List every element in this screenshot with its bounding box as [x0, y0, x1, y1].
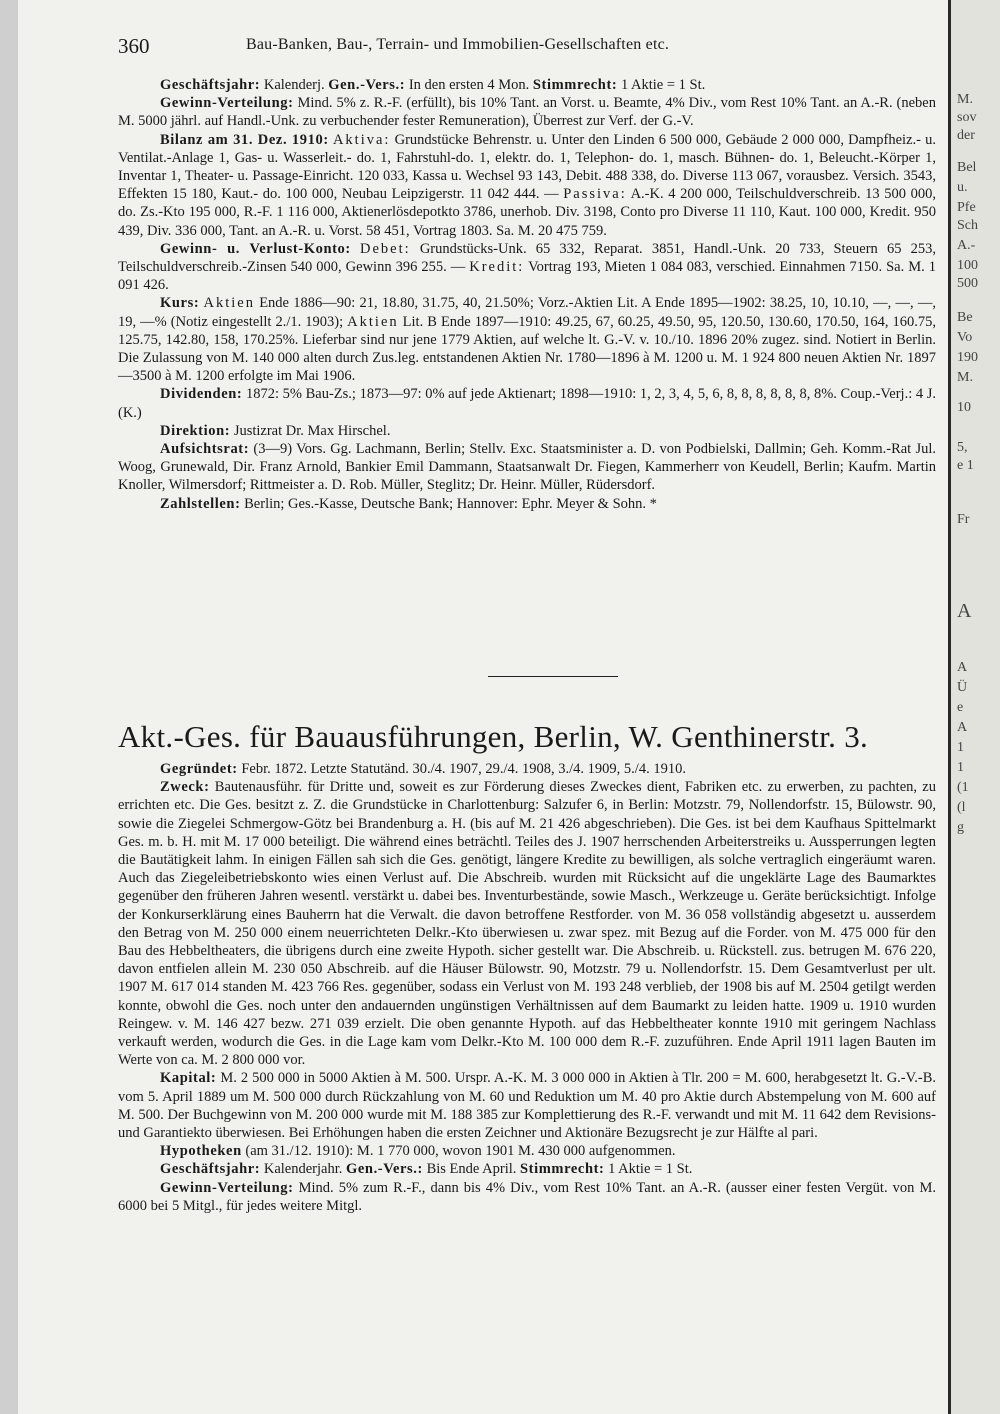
edge-fragment: A	[957, 660, 968, 675]
label-stimmrecht-2: Stimmrecht:	[520, 1161, 605, 1178]
paragraph-direction	[118, 422, 936, 440]
edge-fragment: 500	[957, 276, 978, 291]
edge-fragment: Sch	[957, 218, 978, 233]
edge-fragment: der	[957, 128, 975, 143]
edge-fragment: 5,	[957, 440, 968, 455]
text-kurs-b: Lit. B Ende 1897—1910: 49.25, 67, 60.25, 49.50, 95, 120.50, 130.60, 170.50, 164, 160.75, 125.75, 142.80, 158, 170.25%. Lieferbar sind nur jene 1779 Aktien, auf welche lt. G.-V. v. 10./10. 1896 20% zugez. sind. Notiert in Berlin. Die Zulassung von M. 140 000 alten durch Zus.leg. entstandenen Aktien Nr. 1780—1896 à M. 1200 u. M. 1 924 800 neuen Aktien Nr. 1897—3500 à M. 1200 erfolgte im Mai 1906.	[118, 313, 936, 385]
edge-fragment: Fr	[957, 512, 970, 527]
company-title: Akt.-Ges. für Bauausführungen, Berlin, W. Genthinerstr. 3.	[118, 719, 869, 754]
page-number: 360	[118, 34, 150, 58]
company-entry-bauausfuehrungen	[118, 760, 936, 1215]
text-kurs-a: Ende 1886—90: 21, 18.80, 31.75, 40, 21.50%; Vorz.-Aktien Lit. A Ende 1895—1902: 38.25, 10, 10.10, —, —, —, 19, —% (Notiz eingestellt 2./1. 1903);	[118, 295, 937, 330]
adjacent-page-edge	[948, 0, 1000, 1414]
label-geschaeftsjahr: Geschäftsjahr:	[160, 77, 261, 93]
label-geschaeftsjahr-2: Geschäftsjahr:	[160, 1161, 261, 1178]
text-debet: Grundstücks-Unk. 65 332, Reparat. 3851, Handl.-Unk. 20 733, Steuern 65 253, Teilschuldverschreib.-Zinsen 540 000, Gewinn 396 255. —	[118, 240, 936, 276]
paragraph-profit-distribution-2	[118, 1179, 936, 1215]
paragraph-supervisory-board	[118, 440, 936, 495]
edge-fragment: Ü	[957, 680, 968, 695]
label-gen-vers-2: Gen.-Vers.:	[345, 1161, 423, 1178]
company-entry-previous	[118, 76, 936, 513]
label-direktion: Direktion:	[160, 422, 231, 439]
text-gewinn-verteilung: Mind. 5% z. R.-F. (erfüllt), bis 10% Tant. an Vorst. u. Beamte, 4% Div., vom Rest 10% Tant. an A.-R. (neben M. 5000 jährl. auf Handl.-Unk. zu verbuchender fester Remuneration), Überrest zur Verf. der G.-V.	[118, 95, 936, 130]
label-stimmrecht: Stimmrecht:	[532, 77, 618, 93]
text-stimmrecht: 1 Aktie = 1 St.	[617, 77, 706, 93]
paragraph-profit-distribution	[118, 94, 936, 130]
text-gen-vers-2: Bis Ende April.	[422, 1161, 521, 1178]
text-geschaeftsjahr-2: Kalenderjahr.	[260, 1161, 346, 1178]
text-aufsichtsrat: (3—9) Vors. Gg. Lachmann, Berlin; Stellv. Exc. Staatsminister a. D. von Podbielski, Dallmin; Geh. Komm.-Rat Jul. Woog, Grunewald, Dir. Franz Arnold, Bankier Emil Dammann, Staatsanwalt Dr. Fiegen, Kammerherr von Keudell, Berlin; Kaufm. Martin Knoller, Wilmersdorf; Rittmeister a. D. Rob. Müller, Steglitz; Dr. Heinr. Müller, Rüdersdorf.	[118, 441, 936, 494]
edge-fragment: (l	[957, 800, 966, 815]
label-aktien-a: Aktien	[203, 295, 255, 312]
paragraph-business-year	[118, 76, 936, 94]
label-gewinn-verteilung: Gewinn-Verteilung:	[160, 95, 294, 112]
text-gen-vers: In den ersten 4 Mon.	[405, 77, 533, 93]
label-gegruendet: Gegründet:	[160, 761, 238, 777]
edge-fragment: 190	[957, 350, 978, 365]
label-kredit: Kredit:	[469, 259, 525, 276]
text-dividenden: 1872: 5% Bau-Zs.; 1873—97: 0% auf jede Aktienart; 1898—1910: 1, 2, 3, 4, 5, 6, 8, 8, 8, 8, 8, 8, 8%. Coup.-Verj.: 4 J. (K.)	[118, 386, 936, 421]
label-hypotheken: Hypotheken	[160, 1143, 242, 1160]
label-kurs: Kurs:	[160, 295, 200, 312]
edge-fragment: (1	[957, 780, 969, 795]
paragraph-capital	[118, 1069, 936, 1142]
text-gegruendet: Febr. 1872. Letzte Statutänd. 30./4. 1907, 29./4. 1908, 3./4. 1909, 5./4. 1910.	[237, 761, 686, 777]
edge-fragment: e	[957, 700, 964, 715]
text-stimmrecht-2: 1 Aktie = 1 St.	[604, 1161, 693, 1178]
paragraph-mortgages	[118, 1142, 936, 1160]
edge-fragment: A.-	[957, 238, 976, 253]
label-dividenden: Dividenden:	[160, 386, 243, 403]
paragraph-share-price	[118, 294, 936, 385]
edge-fragment: 1	[957, 760, 964, 775]
label-gen-vers: Gen.-Vers.:	[328, 77, 406, 93]
text-kapital: M. 2 500 000 in 5000 Aktien à M. 500. Urspr. A.-K. M. 3 000 000 in Aktien à Tlr. 200 = M. 600, herabgesetzt lt. G.-V.-B. vom 5. April 1889 um M. 500 000 durch Rückzahlung von M. 60 und Reduktion um M. 40 pro Aktie durch Abstempelung von M. 600 auf M. 500. Der Buchgewinn von M. 200 000 wurde mit M. 188 385 zur Komplettierung des R.-F. verwandt und mit M. 11 642 dem Revisions- und Garantiekto überwiesen. Bei Erhöhungen haben die ersten Zeichner und Aktionäre Bezugsrecht je zur Hälfte al pari.	[118, 1070, 936, 1142]
edge-fragment: g	[957, 820, 964, 835]
page-header	[118, 34, 948, 58]
label-aufsichtsrat: Aufsichtsrat:	[160, 441, 250, 458]
text-gewinn-verteilung-2: Mind. 5% zum R.-F., dann bis 4% Div., vom Rest 10% Tant. an A.-R. (ausser einer festen Vergüt. von M. 6000 bei 5 Mitgl., für jedes weitere Mitgl.	[118, 1179, 936, 1214]
label-gewinn-verteilung-2: Gewinn-Verteilung:	[160, 1179, 294, 1196]
edge-fragment: Bel	[957, 160, 977, 175]
text-passiva: A.-K. 4 200 000, Teilschuldverschreib. 13 500 000, do. Zs.-Kto 195 000, R.-F. 1 116 000, Aktienerlösdepotkto 3786, unerhob. Div. 3198, Conto pro Diverse 11 110, Kaut. 100 000, Kredit. 950 439, Div. 336 000, Tant. an A.-R. u. Vorst. 58 451, Vortrag 1803. Sa. M. 20 475 759.	[118, 186, 936, 239]
paragraph-profit-loss	[118, 240, 936, 295]
edge-fragment: 1	[957, 740, 964, 755]
label-zahlstellen: Zahlstellen:	[160, 495, 241, 512]
paragraph-founded	[118, 760, 936, 778]
edge-fragment: 100	[957, 258, 978, 273]
label-aktiva: Aktiva:	[332, 131, 391, 148]
scanned-page	[18, 0, 948, 1414]
label-debet: Debet:	[360, 240, 411, 257]
text-direktion: Justizrat Dr. Max Hirschel.	[230, 422, 391, 439]
text-zahlstellen: Berlin; Ges.-Kasse, Deutsche Bank; Hannover: Ephr. Meyer & Sohn. *	[240, 495, 657, 512]
paragraph-dividends	[118, 385, 936, 421]
label-aktien-b: Aktien	[347, 313, 399, 330]
label-zweck: Zweck:	[160, 779, 210, 796]
paragraph-balance-sheet	[118, 131, 936, 240]
edge-fragment: M.	[957, 92, 973, 107]
running-title: Bau-Banken, Bau-, Terrain- und Immobilien-Gesellschaften etc.	[246, 36, 670, 53]
edge-fragment: Be	[957, 310, 973, 325]
edge-fragment: A	[957, 720, 968, 735]
paragraph-business-year-2	[118, 1160, 936, 1178]
label-passiva: Passiva:	[563, 186, 627, 203]
label-gewinn-verlust-konto: Gewinn- u. Verlust-Konto:	[160, 240, 351, 257]
paragraph-paying-agents	[118, 495, 936, 513]
edge-fragment: e 1	[957, 458, 974, 473]
text-hypotheken: (am 31./12. 1910): M. 1 770 000, wovon 1901 M. 430 000 aufgenommen.	[241, 1143, 676, 1160]
paragraph-purpose	[118, 778, 936, 1069]
edge-fragment: M.	[957, 370, 973, 385]
section-divider	[488, 676, 618, 677]
text-geschaeftsjahr: Kalenderj.	[260, 77, 329, 93]
text-aktiva: Grundstücke Behrenstr. u. Unter den Linden 6 500 000, Gebäude 2 000 000, Dampfheiz.- u. Ventilat.-Anlage 1, Gas- u. Wasserleit.- do. 1, Fahrstuhl-do. 1, elektr. do. 1, Telephon- do. 1, masch. Bühnen- do. 1, Beleucht.-Körper 1, Inventar 1, Theater- u. Passage-Einricht. 120 033, Kassa u. Wechsel 93 143, Debit. 488 338, do. Diverse 113 067, vorausbez. Versich. 3543, Effekten 15 180, Kaut.- do. 100 000, Neubau Leipzigerstr. 11 042 444. —	[118, 131, 937, 203]
edge-fragment: sov	[957, 110, 977, 125]
text-kredit: Vortrag 193, Mieten 1 084 083, verschied. Einnahmen 7150. Sa. M. 1 091 426.	[118, 259, 936, 294]
edge-fragment: 10	[957, 400, 971, 415]
text-zweck: Bautenausführ. für Dritte und, soweit es zur Förderung dieses Zweckes dient, Fabriken etc. zu erwerben, zu pachten, zu errichten etc. Die Ges. besitzt z. Z. die Grundstücke in Charlottenburg: Salzufer 6, in Berlin: Motzstr. 79, Nollendorfstr. 15, Bülowstr. 90, sowie die Ziegelei Schmergow-Götz bei Brandenburg a. H. (bis auf M. 21 426 abgeschrieben). Die Ges. ist bei dem Kaufhaus Spittelmarkt Ges. m. b. H. mit M. 17 000 beteiligt. Die während eines beträchtl. Teiles des J. 1907 herrschenden Arbeiterstreiks u. Aussperrungen legten die Bautätigkeit lahm. In einigen Fällen sah sich die Ges. genötigt, längere Kredite zu bewilligen, als solche vertraglich eingeräumt waren. Auch das Ziegeleibetriebskonto wies einen Verlust auf. Die Abschreib. wurden mit Rücksicht auf die ungeklärte Lage des Baumarktes gegenüber den früheren Jahren wesentl. verstärkt u. dabei bes. Inventurbestände, sowie Masch., Werkzeuge u. Geräte berücksichtigt. Infolge der Konkurserklärung eines Bauherrn hat die Verwalt. die davon betroffene Restforder. von M. 36 058 vollständig abgesetzt u. ausserdem den Betrag von M. 250 000 einem neuerrichteten Delkr.-Kto überwiesen u. zwar spez. mit Bezug auf die Forder. von M. 475 000 für den Bau des Hebbeltheaters, die übrigens durch eine zweite Hypoth. sicher gestellt war. Die Abschreib. u. Rückstell. zus. betrugen M. 676 220, davon entfielen allein M. 230 050 Abschreib. auf die Häuser Bülowstr. 90, Motzstr. 79 u. Nollendorfstr. 15. Dem Gesamtverlust per ult. 1907 M. 617 014 standen M. 423 766 Res. gegenüber, sodass ein Verlust von M. 193 248 verblieb, der 1908 bis auf M. 2504 getilgt werden konnte, obwohl die Ges. noch unter den andauernden ungünstigen Verhältnissen auf dem Baumarkt zu leiden hatte. 1909 u. 1910 wurden Reingew. v. M. 146 427 bezw. 271 039 erzielt. Die oben genannte Hypoth. auf das Hebbeltheater konnte 1910 mit geringem Nachlass verkauft werden, wodurch die Ges. in die Lage kam vom Delkr.-Kto M. 100 000 dem R.-F. zuzuführen. Ende April 1911 lagen Bauten im Werte von ca. M. 2 800 000 vor.	[118, 779, 936, 1069]
edge-fragment: Pfe	[957, 200, 976, 215]
edge-fragment: Vo	[957, 330, 973, 345]
label-bilanz: Bilanz am 31. Dez. 1910:	[160, 131, 329, 148]
edge-fragment: A	[957, 600, 972, 622]
edge-fragment: u.	[957, 180, 968, 195]
label-kapital: Kapital:	[160, 1070, 217, 1087]
